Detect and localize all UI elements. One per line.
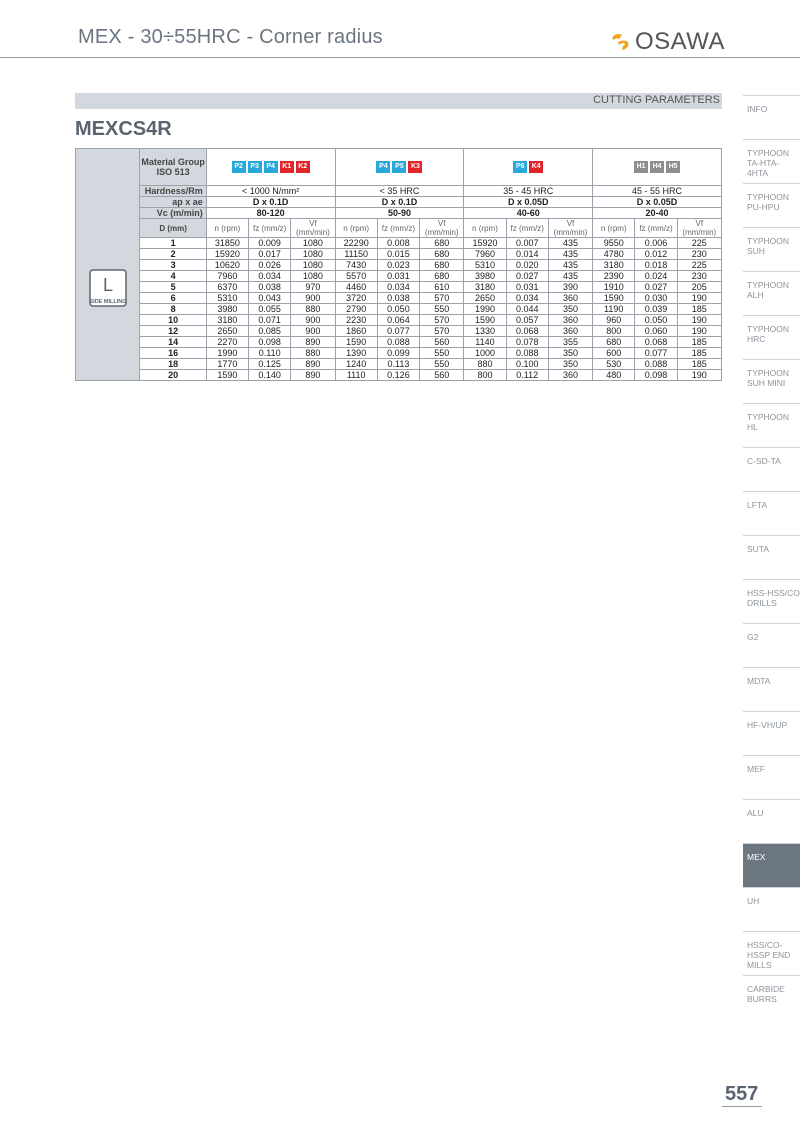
osawa-logo-icon [610, 32, 632, 52]
apae-value: D x 0.1D [206, 197, 335, 208]
diameter-cell: 3 [140, 260, 206, 271]
section-bar [75, 93, 722, 109]
value-cell: 0.126 [377, 370, 419, 381]
value-cell: 1590 [206, 370, 248, 381]
value-cell: 1590 [464, 315, 506, 326]
value-cell: 0.008 [377, 238, 419, 249]
tab-hf-vh-up[interactable]: HF-VH/UP [743, 711, 800, 755]
value-cell: 0.014 [506, 249, 548, 260]
value-cell: 570 [420, 315, 464, 326]
operation-cell [76, 149, 140, 381]
value-cell: 570 [420, 293, 464, 304]
value-cell: 230 [677, 271, 721, 282]
diameter-cell: 8 [140, 304, 206, 315]
header-divider [0, 57, 800, 58]
value-cell: 350 [548, 359, 592, 370]
value-cell: 0.015 [377, 249, 419, 260]
apae-value: D x 0.05D [464, 197, 593, 208]
value-cell: 190 [677, 326, 721, 337]
value-cell: 190 [677, 370, 721, 381]
value-cell: 0.031 [377, 271, 419, 282]
value-cell: 480 [593, 370, 635, 381]
value-cell: 185 [677, 348, 721, 359]
value-cell: 31850 [206, 238, 248, 249]
tab-uh[interactable]: UH [743, 887, 800, 931]
value-cell: 0.068 [506, 326, 548, 337]
value-cell: 205 [677, 282, 721, 293]
tab-typhoon-hl[interactable]: TYPHOON HL [743, 403, 800, 447]
value-cell: 800 [464, 370, 506, 381]
value-cell: 0.034 [249, 271, 291, 282]
value-cell: 0.060 [635, 326, 677, 337]
side-milling-icon [89, 269, 127, 307]
column-header: n (rpm) [593, 219, 635, 238]
value-cell: 1910 [593, 282, 635, 293]
value-cell: 970 [291, 282, 335, 293]
value-cell: 680 [420, 271, 464, 282]
diameter-cell: 20 [140, 370, 206, 381]
material-badge: H1 [634, 161, 648, 173]
value-cell: 0.009 [249, 238, 291, 249]
value-cell: 890 [291, 359, 335, 370]
value-cell: 350 [548, 304, 592, 315]
value-cell: 0.027 [635, 282, 677, 293]
value-cell: 5310 [464, 260, 506, 271]
value-cell: 1080 [291, 271, 335, 282]
column-header: fz (mm/z) [249, 219, 291, 238]
value-cell: 0.088 [377, 337, 419, 348]
value-cell: 0.020 [506, 260, 548, 271]
value-cell: 1990 [206, 348, 248, 359]
hardness-value: < 35 HRC [335, 186, 464, 197]
page-header-title: MEX - 30÷55HRC - Corner radius [78, 26, 383, 48]
value-cell: 22290 [335, 238, 377, 249]
vc-value: 50-90 [335, 208, 464, 219]
value-cell: 435 [548, 238, 592, 249]
value-cell: 680 [420, 249, 464, 260]
material-badge: K4 [529, 161, 543, 173]
apae-value: D x 0.05D [593, 197, 722, 208]
material-badge: P2 [232, 161, 246, 173]
value-cell: 890 [291, 370, 335, 381]
material-badge: P4 [376, 161, 390, 173]
value-cell: 9550 [593, 238, 635, 249]
value-cell: 15920 [206, 249, 248, 260]
tab-carbide-burrs[interactable]: CARBIDE BURRS [743, 975, 800, 1019]
material-badge: P6 [513, 161, 527, 173]
value-cell: 0.077 [635, 348, 677, 359]
diameter-cell: 1 [140, 238, 206, 249]
value-cell: 7960 [464, 249, 506, 260]
value-cell: 0.026 [249, 260, 291, 271]
value-cell: 2230 [335, 315, 377, 326]
page-number-rule [722, 1106, 762, 1107]
tab-g2[interactable]: G2 [743, 623, 800, 667]
vc-value: 80-120 [206, 208, 335, 219]
table-row [76, 326, 722, 337]
table-row [76, 370, 722, 381]
diameter-cell: 6 [140, 293, 206, 304]
value-cell: 0.077 [377, 326, 419, 337]
diameter-cell: 18 [140, 359, 206, 370]
diameter-cell: 16 [140, 348, 206, 359]
column-header: n (rpm) [464, 219, 506, 238]
tab-typhoon-suh-mini[interactable]: TYPHOON SUH MINI [743, 359, 800, 403]
diameter-cell: 14 [140, 337, 206, 348]
value-cell: 680 [593, 337, 635, 348]
material-group-label: Material Group ISO 513 [140, 149, 206, 186]
value-cell: 185 [677, 304, 721, 315]
value-cell: 2270 [206, 337, 248, 348]
value-cell: 0.023 [377, 260, 419, 271]
value-cell: 3180 [593, 260, 635, 271]
value-cell: 190 [677, 293, 721, 304]
catalog-tabs [743, 95, 800, 1019]
value-cell: 390 [548, 282, 592, 293]
value-cell: 0.140 [249, 370, 291, 381]
value-cell: 1000 [464, 348, 506, 359]
value-cell: 550 [420, 348, 464, 359]
value-cell: 1390 [335, 348, 377, 359]
material-group-4 [593, 149, 722, 186]
table-row [76, 337, 722, 348]
value-cell: 900 [291, 326, 335, 337]
value-cell: 360 [548, 326, 592, 337]
tab-lfta[interactable]: LFTA [743, 491, 800, 535]
value-cell: 185 [677, 359, 721, 370]
value-cell: 4460 [335, 282, 377, 293]
value-cell: 960 [593, 315, 635, 326]
tab-typhoon-suh[interactable]: TYPHOON SUH [743, 227, 800, 271]
diameter-cell: 5 [140, 282, 206, 293]
value-cell: 560 [420, 370, 464, 381]
hardness-label: Hardness/Rm [140, 186, 206, 197]
value-cell: 880 [291, 304, 335, 315]
value-cell: 185 [677, 337, 721, 348]
diameter-cell: 10 [140, 315, 206, 326]
value-cell: 350 [548, 348, 592, 359]
value-cell: 1240 [335, 359, 377, 370]
value-cell: 1140 [464, 337, 506, 348]
value-cell: 435 [548, 260, 592, 271]
apae-label: ap x ae [140, 197, 206, 208]
tab-alu[interactable]: ALU [743, 799, 800, 843]
value-cell: 4780 [593, 249, 635, 260]
value-cell: 0.064 [377, 315, 419, 326]
tab-hss-co-hssp-end-mills[interactable]: HSS/CO-HSSP END MILLS [743, 931, 800, 975]
value-cell: 0.098 [249, 337, 291, 348]
tab-c-sd-ta[interactable]: C-SD-TA [743, 447, 800, 491]
brand-name: OSAWA [635, 28, 726, 55]
value-cell: 3980 [206, 304, 248, 315]
value-cell: 0.078 [506, 337, 548, 348]
value-cell: 15920 [464, 238, 506, 249]
column-header: fz (mm/z) [635, 219, 677, 238]
value-cell: 0.112 [506, 370, 548, 381]
hardness-value: < 1000 N/mm² [206, 186, 335, 197]
material-badge: K3 [408, 161, 422, 173]
value-cell: 0.043 [249, 293, 291, 304]
value-cell: 1770 [206, 359, 248, 370]
tab-typhoon-pu-hpu[interactable]: TYPHOON PU-HPU [743, 183, 800, 227]
value-cell: 550 [420, 359, 464, 370]
side-icon-label: SIDE MILLING [89, 299, 127, 305]
value-cell: 0.088 [506, 348, 548, 359]
value-cell: 230 [677, 249, 721, 260]
value-cell: 0.024 [635, 271, 677, 282]
value-cell: 7430 [335, 260, 377, 271]
value-cell: 1990 [464, 304, 506, 315]
diameter-cell: 4 [140, 271, 206, 282]
value-cell: 360 [548, 293, 592, 304]
value-cell: 0.071 [249, 315, 291, 326]
value-cell: 900 [291, 315, 335, 326]
material-group-2 [335, 149, 464, 186]
table-row [76, 315, 722, 326]
value-cell: 435 [548, 271, 592, 282]
value-cell: 530 [593, 359, 635, 370]
value-cell: 3720 [335, 293, 377, 304]
value-cell: 0.017 [249, 249, 291, 260]
column-header: Vf (mm/min) [548, 219, 592, 238]
apae-value: D x 0.1D [335, 197, 464, 208]
value-cell: 1860 [335, 326, 377, 337]
value-cell: 560 [420, 337, 464, 348]
value-cell: 3180 [464, 282, 506, 293]
value-cell: 7960 [206, 271, 248, 282]
value-cell: 800 [593, 326, 635, 337]
column-header: fz (mm/z) [377, 219, 419, 238]
value-cell: 435 [548, 249, 592, 260]
value-cell: 360 [548, 370, 592, 381]
value-cell: 2650 [464, 293, 506, 304]
value-cell: 0.050 [635, 315, 677, 326]
value-cell: 225 [677, 238, 721, 249]
value-cell: 2790 [335, 304, 377, 315]
value-cell: 1590 [335, 337, 377, 348]
diameter-cell: 2 [140, 249, 206, 260]
value-cell: 2390 [593, 271, 635, 282]
value-cell: 0.055 [249, 304, 291, 315]
tab-typhoon-alh[interactable]: TYPHOON ALH [743, 271, 800, 315]
table-row [76, 249, 722, 260]
value-cell: 0.012 [635, 249, 677, 260]
side-icon-letter: L [102, 275, 113, 295]
table-row [76, 348, 722, 359]
table-row [76, 304, 722, 315]
value-cell: 3980 [464, 271, 506, 282]
value-cell: 2650 [206, 326, 248, 337]
hardness-value: 35 - 45 HRC [464, 186, 593, 197]
vc-label: Vc (m/min) [140, 208, 206, 219]
value-cell: 0.027 [506, 271, 548, 282]
value-cell: 5570 [335, 271, 377, 282]
vc-value: 40-60 [464, 208, 593, 219]
column-header: fz (mm/z) [506, 219, 548, 238]
vc-value: 20-40 [593, 208, 722, 219]
value-cell: 0.039 [635, 304, 677, 315]
material-badge: K1 [280, 161, 294, 173]
value-cell: 0.034 [377, 282, 419, 293]
value-cell: 680 [420, 238, 464, 249]
value-cell: 600 [593, 348, 635, 359]
value-cell: 890 [291, 337, 335, 348]
value-cell: 0.088 [635, 359, 677, 370]
value-cell: 0.018 [635, 260, 677, 271]
value-cell: 5310 [206, 293, 248, 304]
table-row [76, 271, 722, 282]
value-cell: 610 [420, 282, 464, 293]
product-title: MEXCS4R [75, 118, 172, 140]
section-label: CUTTING PARAMETERS [593, 94, 720, 106]
value-cell: 1190 [593, 304, 635, 315]
material-group-1 [206, 149, 335, 186]
value-cell: 1080 [291, 249, 335, 260]
diameter-header: D (mm) [140, 219, 206, 238]
tab-typhoon-ta-hta-4hta[interactable]: TYPHOON TA-HTA-4HTA [743, 139, 800, 183]
page-number: 557 [725, 1083, 759, 1105]
material-badge: K2 [296, 161, 310, 173]
value-cell: 11150 [335, 249, 377, 260]
value-cell: 0.057 [506, 315, 548, 326]
column-header: Vf (mm/min) [677, 219, 721, 238]
tab-mef[interactable]: MEF [743, 755, 800, 799]
value-cell: 0.100 [506, 359, 548, 370]
value-cell: 0.125 [249, 359, 291, 370]
diameter-cell: 12 [140, 326, 206, 337]
material-badge: P3 [248, 161, 262, 173]
column-header: Vf (mm/min) [420, 219, 464, 238]
value-cell: 550 [420, 304, 464, 315]
value-cell: 0.044 [506, 304, 548, 315]
value-cell: 0.007 [506, 238, 548, 249]
value-cell: 880 [291, 348, 335, 359]
cutting-parameters-table [75, 148, 722, 381]
value-cell: 1110 [335, 370, 377, 381]
value-cell: 0.085 [249, 326, 291, 337]
value-cell: 900 [291, 293, 335, 304]
tab-mex[interactable]: MEX [743, 843, 800, 887]
value-cell: 0.050 [377, 304, 419, 315]
value-cell: 360 [548, 315, 592, 326]
tab-suta[interactable]: SUTA [743, 535, 800, 579]
column-header: n (rpm) [335, 219, 377, 238]
value-cell: 880 [464, 359, 506, 370]
column-header: n (rpm) [206, 219, 248, 238]
value-cell: 0.068 [635, 337, 677, 348]
brand-logo [610, 28, 725, 56]
column-header: Vf (mm/min) [291, 219, 335, 238]
material-badge: P5 [392, 161, 406, 173]
value-cell: 0.098 [635, 370, 677, 381]
material-badge: H4 [650, 161, 664, 173]
value-cell: 0.006 [635, 238, 677, 249]
tab-typhoon-hrc[interactable]: TYPHOON HRC [743, 315, 800, 359]
value-cell: 3180 [206, 315, 248, 326]
value-cell: 0.038 [249, 282, 291, 293]
table-row [76, 260, 722, 271]
value-cell: 355 [548, 337, 592, 348]
value-cell: 0.110 [249, 348, 291, 359]
value-cell: 570 [420, 326, 464, 337]
value-cell: 680 [420, 260, 464, 271]
table-row [76, 359, 722, 370]
value-cell: 190 [677, 315, 721, 326]
value-cell: 6370 [206, 282, 248, 293]
table-row [76, 282, 722, 293]
value-cell: 0.030 [635, 293, 677, 304]
material-group-3 [464, 149, 593, 186]
value-cell: 1080 [291, 260, 335, 271]
tab-hss-hss-co-drills[interactable]: HSS-HSS/CO DRILLS [743, 579, 800, 623]
table-row [76, 238, 722, 249]
value-cell: 225 [677, 260, 721, 271]
tab-info[interactable]: INFO [743, 95, 800, 139]
material-badge: P4 [264, 161, 278, 173]
value-cell: 1080 [291, 238, 335, 249]
table-row [76, 293, 722, 304]
value-cell: 0.031 [506, 282, 548, 293]
hardness-value: 45 - 55 HRC [593, 186, 722, 197]
value-cell: 0.038 [377, 293, 419, 304]
value-cell: 0.034 [506, 293, 548, 304]
value-cell: 1330 [464, 326, 506, 337]
value-cell: 1590 [593, 293, 635, 304]
value-cell: 10620 [206, 260, 248, 271]
value-cell: 0.099 [377, 348, 419, 359]
material-badge: H5 [666, 161, 680, 173]
tab-mdta[interactable]: MDTA [743, 667, 800, 711]
value-cell: 0.113 [377, 359, 419, 370]
